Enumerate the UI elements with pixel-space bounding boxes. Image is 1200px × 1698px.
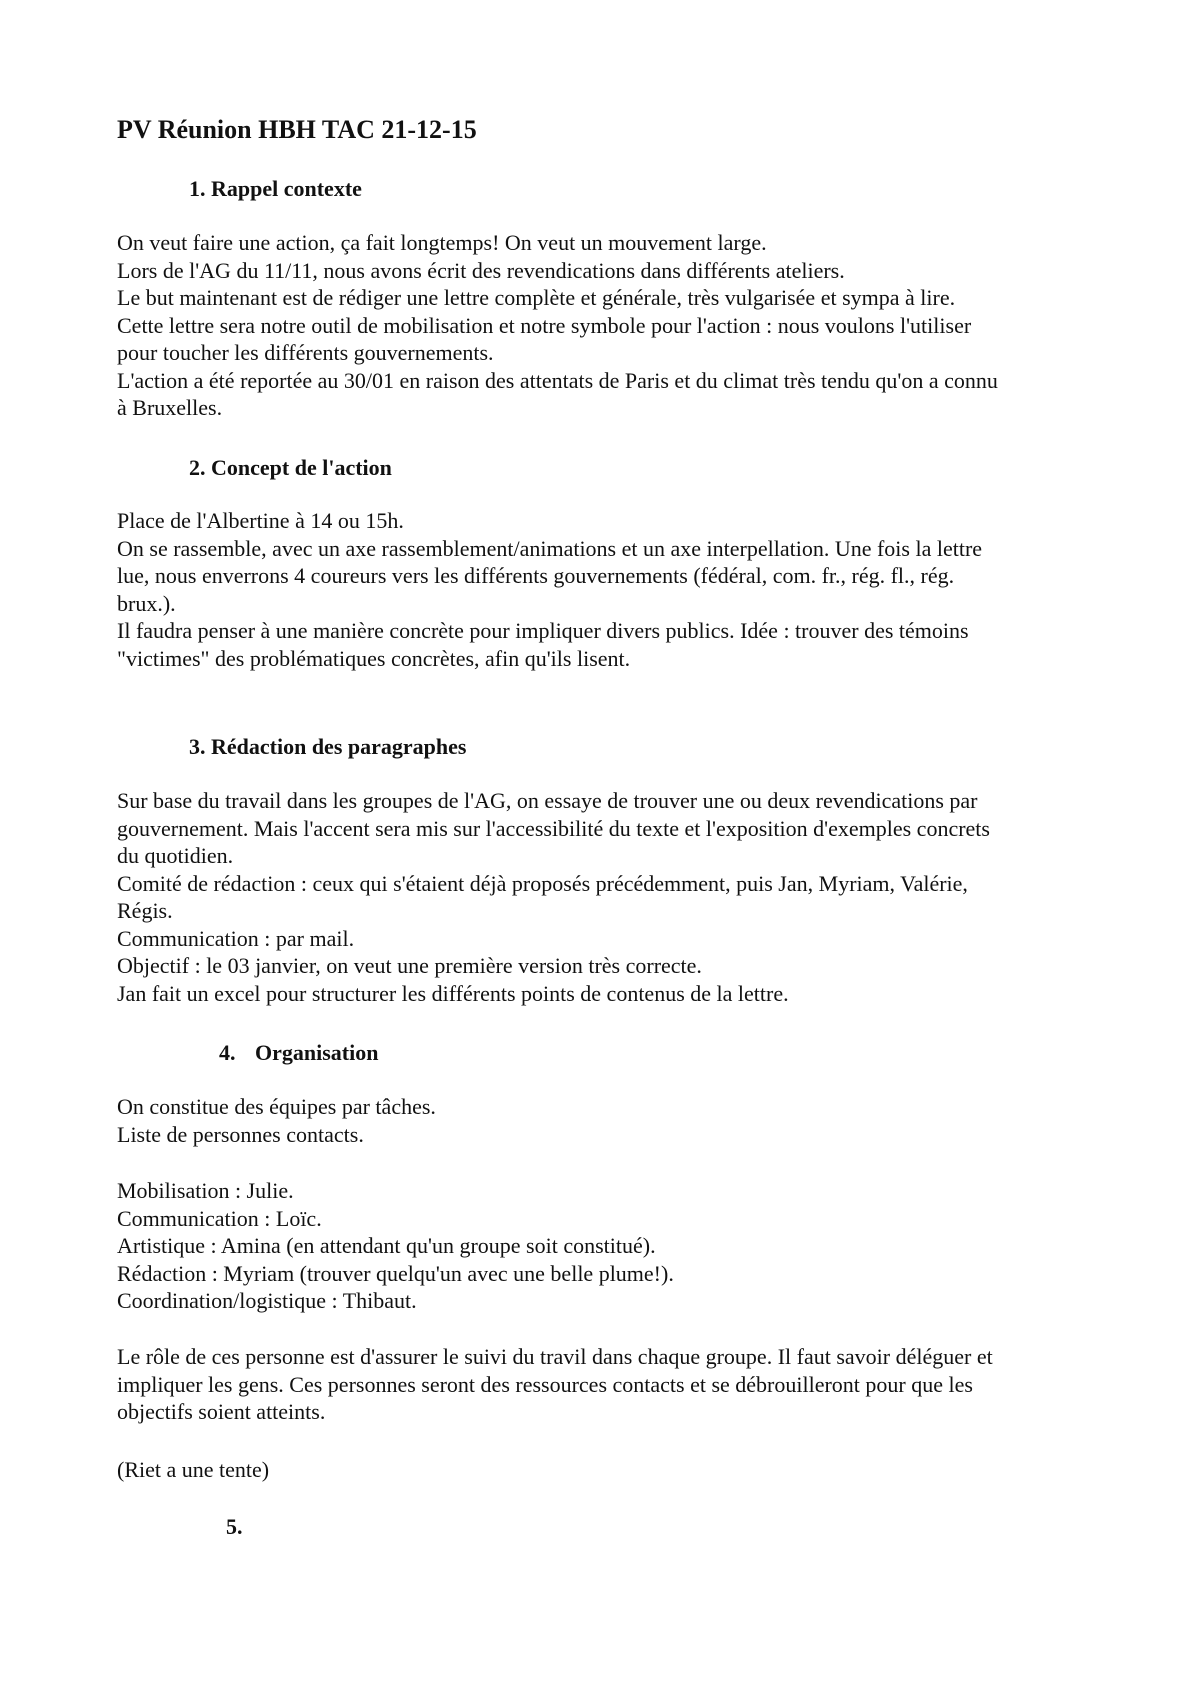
paragraph-line: Il faudra penser à une manière concrète pour impliquer divers publics. Idée : trouver des témoins	[117, 618, 969, 643]
paragraph-line: pour toucher les différents gouvernements.	[117, 340, 494, 365]
roles-list	[117, 1177, 1117, 1315]
paragraph-line: du quotidien.	[117, 843, 234, 868]
paragraph-line: objectifs soient atteints.	[117, 1399, 326, 1424]
paragraph-line: Comité de rédaction : ceux qui s'étaient déjà proposés précédemment, puis Jan, Myriam, Valérie,	[117, 870, 968, 896]
note-line: (Riet a une tente)	[117, 1457, 270, 1482]
paragraph-line: Lors de l'AG du 11/11, nous avons écrit des revendications dans différents ateliers.	[117, 257, 845, 283]
section-2-body	[117, 507, 1117, 672]
role-item: Artistique : Amina (en attendant qu'un groupe soit constitué).	[117, 1233, 656, 1258]
paragraph-line: Objectif : le 03 janvier, on veut une première version très correcte.	[117, 953, 702, 978]
section-4-intro	[117, 1093, 1117, 1148]
section-1-heading	[189, 175, 362, 203]
paragraph-line: à Bruxelles.	[117, 395, 223, 420]
paragraph-line: Communication : par mail.	[117, 925, 355, 951]
paragraph-line: Cette lettre sera notre outil de mobilisation et notre symbole pour l'action : nous voulons l'utiliser	[117, 312, 972, 338]
paragraph-line: Place de l'Albertine à 14 ou 15h.	[117, 508, 404, 533]
section-1-body	[117, 229, 1117, 422]
paragraph-line: On constitue des équipes par tâches.	[117, 1094, 436, 1119]
paragraph-line: On se rassemble, avec un axe rassemblement/animations et un axe interpellation. Une fois la lettre	[117, 535, 983, 561]
section-3-heading	[189, 733, 466, 761]
paragraph-line: On veut faire une action, ça fait longtemps! On veut un mouvement large.	[117, 230, 767, 255]
role-item: Coordination/logistique : Thibaut.	[117, 1288, 417, 1313]
section-3-number: 3.	[189, 734, 206, 759]
section-2-heading	[189, 454, 392, 482]
section-4-title: Organisation	[255, 1040, 379, 1065]
section-2-title: Concept de l'action	[211, 455, 392, 480]
section-2-number: 2.	[189, 455, 206, 480]
paragraph-line: lue, nous enverrons 4 coureurs vers les différents gouvernements (fédéral, com. fr., rég. fl., rég.	[117, 563, 955, 588]
paragraph-line: gouvernement. Mais l'accent sera mis sur l'accessibilité du texte et l'exposition d'exemples concrets	[117, 815, 990, 841]
section-4-heading	[219, 1039, 378, 1067]
section-4-note	[117, 1456, 1117, 1484]
paragraph-line: "victimes" des problématiques concrètes, afin qu'ils lisent.	[117, 645, 631, 671]
paragraph-line: Sur base du travail dans les groupes de l'AG, on essaye de trouver une ou deux revendications par	[117, 788, 978, 813]
section-5-heading	[226, 1513, 243, 1541]
paragraph-line: Le rôle de ces personne est d'assurer le suivi du travil dans chaque groupe. Il faut savoir déléguer et	[117, 1344, 993, 1369]
document-title: PV Réunion HBH TAC 21-12-15	[117, 115, 477, 144]
role-item: Communication : Loïc.	[117, 1205, 322, 1231]
paragraph-line: Régis.	[117, 898, 173, 923]
paragraph-line: brux.).	[117, 590, 176, 616]
section-1-title: Rappel contexte	[211, 176, 362, 201]
paragraph-line: L'action a été reportée au 30/01 en raison des attentats de Paris et du climat très tendu qu'on a connu	[117, 367, 998, 393]
paragraph-line: Liste de personnes contacts.	[117, 1121, 364, 1147]
section-4-closing	[117, 1343, 1117, 1426]
paragraph-line: impliquer les gens. Ces personnes seront des ressources contacts et se débrouilleront pour que les	[117, 1371, 973, 1397]
section-4-number: 4.	[219, 1040, 236, 1065]
role-item: Mobilisation : Julie.	[117, 1178, 294, 1203]
paragraph-line: Jan fait un excel pour structurer les différents points de contenus de la lettre.	[117, 980, 789, 1006]
paragraph-line: Le but maintenant est de rédiger une lettre complète et générale, très vulgarisée et sympa à lire.	[117, 285, 956, 310]
section-3-body	[117, 787, 1117, 1007]
role-item: Rédaction : Myriam (trouver quelqu'un avec une belle plume!).	[117, 1260, 674, 1286]
section-5-number: 5.	[226, 1514, 243, 1539]
section-1-number: 1.	[189, 176, 206, 201]
section-3-title: Rédaction des paragraphes	[211, 734, 467, 759]
